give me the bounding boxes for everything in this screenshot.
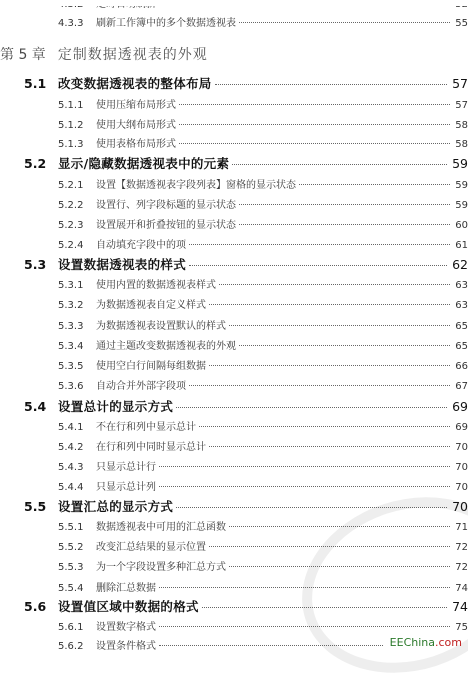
entry-number: 4.3.3 xyxy=(58,18,84,29)
toc-entry[interactable] xyxy=(0,196,468,211)
toc-entry[interactable] xyxy=(0,116,468,131)
section-title: 设置值区域中数据的格式 xyxy=(58,599,199,614)
entry-title: 设置展开和折叠按钮的显示状态 xyxy=(96,220,236,231)
leader-dots xyxy=(159,645,383,646)
entry-number: 5.4.3 xyxy=(58,462,84,473)
entry-page: 75 xyxy=(455,622,468,633)
leader-dots xyxy=(229,526,450,527)
entry-page: 72 xyxy=(455,562,468,573)
entry-title: 设置【数据透视表字段列表】窗格的显示状态 xyxy=(96,180,296,191)
entry-page: 65 xyxy=(455,341,468,352)
entry-number: 5.3.5 xyxy=(58,361,84,372)
entry-number: 5.2.2 xyxy=(58,200,84,211)
entry-number: 5.3.2 xyxy=(58,300,84,311)
toc-entry[interactable] xyxy=(0,276,468,291)
entry-title: 使用空白行间隔每组数据 xyxy=(96,361,206,372)
entry-title: 为一个字段设置多种汇总方式 xyxy=(96,562,226,573)
entry-number: 5.3.4 xyxy=(58,341,84,352)
leader-dots xyxy=(179,104,450,105)
entry-number: 5.4.1 xyxy=(58,422,84,433)
section-page: 59 xyxy=(452,156,468,171)
section-number: 5.3 xyxy=(24,257,47,272)
section-title: 设置汇总的显示方式 xyxy=(58,499,174,514)
section-number: 5.1 xyxy=(24,76,47,91)
entry-number: 5.4.4 xyxy=(58,482,84,493)
toc-entry[interactable] xyxy=(0,478,468,493)
entry-page: 61 xyxy=(455,240,468,251)
entry-page: 70 xyxy=(455,462,468,473)
toc-entry[interactable] xyxy=(0,438,468,453)
leader-dots xyxy=(215,84,447,85)
toc-entry[interactable] xyxy=(0,618,468,633)
leader-dots xyxy=(219,284,450,285)
entry-page: 59 xyxy=(455,180,468,191)
section-page: 57 xyxy=(452,76,468,91)
entry-title: 设置数字格式 xyxy=(96,622,156,633)
entry-title: 不在行和列中显示总计 xyxy=(96,422,196,433)
entry-number: 5.2.3 xyxy=(58,220,84,231)
entry-number: 5.1.2 xyxy=(58,120,84,131)
toc-entry[interactable] xyxy=(0,538,468,553)
leader-dots xyxy=(299,184,450,185)
entry-title: 使用大纲布局形式 xyxy=(96,120,176,131)
entry-title: 只显示总计列 xyxy=(96,482,156,493)
entry-number: 5.5.2 xyxy=(58,542,84,553)
entry-number: 5.4.2 xyxy=(58,442,84,453)
entry-page: 59 xyxy=(455,200,468,211)
entry-number: 5.1.1 xyxy=(58,100,84,111)
toc-entry[interactable] xyxy=(0,377,468,392)
toc-entry[interactable] xyxy=(0,558,468,573)
entry-page: 69 xyxy=(455,422,468,433)
leader-dots xyxy=(159,486,450,487)
entry-page: 71 xyxy=(455,522,468,533)
entry-number: 5.5.3 xyxy=(58,562,84,573)
entry-number: 5.6.1 xyxy=(58,622,84,633)
leader-dots xyxy=(232,164,447,165)
entry-number: 5.3.6 xyxy=(58,381,84,392)
entry-page: 63 xyxy=(455,280,468,291)
entry-title: 删除汇总数据 xyxy=(96,583,156,594)
toc-entry[interactable] xyxy=(0,518,468,533)
toc-section[interactable] xyxy=(0,74,468,92)
watermark-text-b: .com xyxy=(435,636,462,649)
toc-entry[interactable] xyxy=(0,135,468,150)
entry-number: 5.6.2 xyxy=(58,641,84,652)
section-page: 70 xyxy=(452,499,468,514)
entry-number: 5.5.1 xyxy=(58,522,84,533)
section-title: 设置数据透视表的样式 xyxy=(58,257,187,272)
section-number: 5.6 xyxy=(24,599,47,614)
entry-title: 为数据透视表自定义样式 xyxy=(96,300,206,311)
section-page: 69 xyxy=(452,399,468,414)
entry-title: 设置行、列字段标题的显示状态 xyxy=(96,200,236,211)
leader-dots xyxy=(176,507,447,508)
section-number: 5.5 xyxy=(24,499,47,514)
toc-entry[interactable] xyxy=(0,176,468,191)
leader-dots xyxy=(202,607,447,608)
entry-number: 5.3.1 xyxy=(58,280,84,291)
chapter-heading xyxy=(0,44,208,64)
leader-dots xyxy=(179,124,450,125)
watermark-text-a: EEChina xyxy=(389,636,435,649)
leader-dots xyxy=(179,143,450,144)
toc-entry[interactable] xyxy=(0,96,468,111)
section-title: 显示/隐藏数据透视表中的元素 xyxy=(58,156,230,171)
chapter-title: 定制数据透视表的外观 xyxy=(57,47,208,63)
entry-page: 70 xyxy=(455,442,468,453)
toc-entry[interactable] xyxy=(0,236,468,251)
entry-page: 72 xyxy=(455,542,468,553)
leader-dots xyxy=(239,345,450,346)
entry-title: 为数据透视表设置默认的样式 xyxy=(96,321,226,332)
leader-dots xyxy=(229,325,450,326)
entry-title: 使用内置的数据透视表样式 xyxy=(96,280,216,291)
leader-dots xyxy=(209,304,450,305)
entry-page: 70 xyxy=(455,482,468,493)
leader-dots xyxy=(189,244,450,245)
section-number: 5.2 xyxy=(24,156,47,171)
entry-title: 设置条件格式 xyxy=(96,641,156,652)
leader-dots xyxy=(159,587,450,588)
toc-section[interactable] xyxy=(0,397,468,415)
leader-dots xyxy=(159,626,450,627)
leader-dots xyxy=(239,224,450,225)
entry-title: 使用表格布局形式 xyxy=(96,139,176,150)
entry-page: 63 xyxy=(455,300,468,311)
toc-entry[interactable] xyxy=(0,296,468,311)
site-watermark xyxy=(390,636,462,649)
toc-entry[interactable] xyxy=(0,579,468,594)
entry-page: 57 xyxy=(455,100,468,111)
leader-dots xyxy=(199,426,450,427)
entry-title: 使用压缩布局形式 xyxy=(96,100,176,111)
toc-section[interactable] xyxy=(0,154,468,172)
entry-page: 74 xyxy=(455,583,468,594)
leader-dots xyxy=(239,204,450,205)
leader-dots xyxy=(239,22,450,23)
chapter-label: 第 5 章 xyxy=(0,47,46,63)
leader-dots xyxy=(189,385,450,386)
entry-number: 5.2.1 xyxy=(58,180,84,191)
section-title: 改变数据透视表的整体布局 xyxy=(58,76,212,91)
entry-page: 66 xyxy=(455,361,468,372)
entry-title: 数据透视表中可用的汇总函数 xyxy=(96,522,226,533)
entry-page: 55 xyxy=(455,18,468,29)
section-number: 5.4 xyxy=(24,399,47,414)
entry-page: 67 xyxy=(455,381,468,392)
entry-page: 58 xyxy=(455,120,468,131)
toc-entry[interactable] xyxy=(0,216,468,231)
toc-entry[interactable] xyxy=(0,337,468,352)
toc-section[interactable] xyxy=(0,497,468,515)
leader-dots xyxy=(209,446,450,447)
cropped-edge xyxy=(0,0,468,6)
section-title: 设置总计的显示方式 xyxy=(58,399,174,414)
entry-title: 自动填充字段中的项 xyxy=(96,240,186,251)
section-page: 62 xyxy=(452,257,468,272)
leader-dots xyxy=(176,407,447,408)
entry-page: 60 xyxy=(455,220,468,231)
entry-number: 5.1.3 xyxy=(58,139,84,150)
entry-number: 5.5.4 xyxy=(58,583,84,594)
leader-dots xyxy=(159,466,450,467)
toc-entry[interactable] xyxy=(0,357,468,372)
entry-title: 在行和列中同时显示总计 xyxy=(96,442,206,453)
entry-title: 只显示总计行 xyxy=(96,462,156,473)
entry-number: 5.3.3 xyxy=(58,321,84,332)
toc-entry[interactable] xyxy=(0,418,468,433)
toc-entry[interactable] xyxy=(0,14,468,29)
entry-title: 通过主题改变数据透视表的外观 xyxy=(96,341,236,352)
entry-title: 改变汇总结果的显示位置 xyxy=(96,542,206,553)
entry-title: 自动合并外部字段项 xyxy=(96,381,186,392)
leader-dots xyxy=(229,566,450,567)
entry-number: 5.2.4 xyxy=(58,240,84,251)
toc-entry[interactable] xyxy=(0,458,468,473)
entry-page: 58 xyxy=(455,139,468,150)
section-page: 74 xyxy=(452,599,468,614)
entry-title: 刷新工作簿中的多个数据透视表 xyxy=(96,18,236,29)
leader-dots xyxy=(209,546,450,547)
toc-section[interactable] xyxy=(0,597,468,615)
leader-dots xyxy=(189,265,447,266)
leader-dots xyxy=(209,365,450,366)
toc-section[interactable] xyxy=(0,255,468,273)
entry-page: 65 xyxy=(455,321,468,332)
toc-entry[interactable] xyxy=(0,317,468,332)
